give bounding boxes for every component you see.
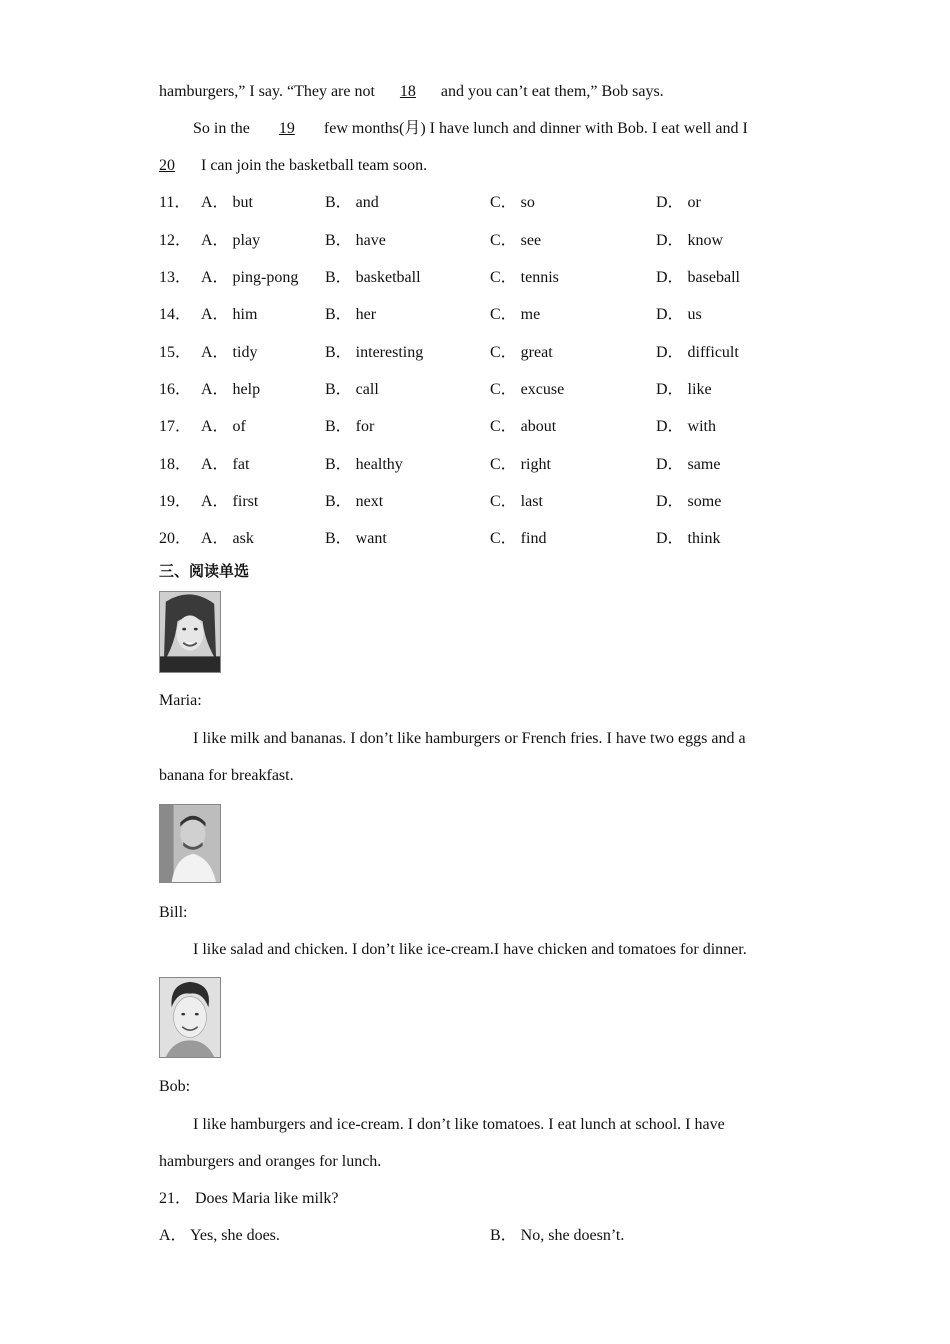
question-number: 19． (159, 493, 192, 510)
option-b[interactable]: B． interesting (325, 344, 424, 361)
option-b[interactable]: B． want (325, 530, 387, 547)
option-d[interactable]: D． same (656, 456, 721, 473)
passage-line-3 (159, 156, 427, 176)
person-name-bob: Bob: (159, 1078, 191, 1095)
option-a[interactable]: A． tidy (201, 344, 258, 361)
bob-text-line-2: hamburgers and oranges for lunch. (159, 1153, 382, 1170)
option-c[interactable]: C． find (490, 530, 547, 547)
option-b[interactable]: B． No, she doesn’t. (490, 1227, 625, 1244)
passage-text: few months(月) I have lunch and dinner with Bob. I eat well and I (323, 120, 748, 137)
option-d[interactable]: D． baseball (656, 269, 740, 286)
option-b[interactable]: B． next (325, 493, 384, 510)
question-row (159, 267, 859, 289)
option-c[interactable]: C． great (490, 344, 553, 361)
bill-photo (159, 804, 221, 883)
option-c[interactable]: C． right (490, 456, 551, 473)
person-name-maria: Maria: (159, 692, 202, 709)
option-b[interactable]: B． for (325, 418, 375, 435)
option-c[interactable]: C． so (490, 194, 535, 211)
blank-19: 19 (278, 120, 295, 137)
question-row (159, 342, 859, 364)
option-d[interactable]: D． difficult (656, 344, 739, 361)
passage-text: and you can’t eat them,” Bob says. (440, 83, 664, 100)
option-a[interactable]: A． Yes, she does. (159, 1227, 280, 1244)
question-row (159, 304, 859, 326)
question-row (159, 192, 859, 214)
option-d[interactable]: D． think (656, 530, 721, 547)
option-c[interactable]: C． tennis (490, 269, 559, 286)
option-d[interactable]: D． like (656, 381, 712, 398)
option-c[interactable]: C． see (490, 232, 542, 249)
passage-line-1 (159, 82, 664, 102)
question-number: 16． (159, 381, 192, 398)
person-name-bill: Bill: (159, 904, 188, 921)
question-21-options (159, 1225, 859, 1247)
question-number: 17． (159, 418, 192, 435)
option-b[interactable]: B． and (325, 194, 379, 211)
bob-text-line-1: I like hamburgers and ice-cream. I don’t like tomatoes. I eat lunch at school. I have (193, 1116, 725, 1133)
passage-text: hamburgers,” I say. “They are not (159, 83, 375, 100)
maria-text-line-1: I like milk and bananas. I don’t like hamburgers or French fries. I have two eggs and a (193, 730, 746, 747)
question-row (159, 416, 859, 438)
option-a[interactable]: A． help (201, 381, 261, 398)
question-row (159, 379, 859, 401)
question-number: 14． (159, 306, 192, 323)
bill-text-line-1: I like salad and chicken. I don’t like ice-cream.I have chicken and tomatoes for dinner. (193, 941, 747, 958)
bob-photo (159, 977, 221, 1058)
option-b[interactable]: B． healthy (325, 456, 403, 473)
question-number: 20． (159, 530, 192, 547)
option-a[interactable]: A． first (201, 493, 259, 510)
question-number: 18． (159, 456, 192, 473)
option-c[interactable]: C． last (490, 493, 543, 510)
maria-photo (159, 591, 221, 673)
option-a[interactable]: A． fat (201, 456, 250, 473)
question-row (159, 230, 859, 252)
question-number: 12． (159, 232, 192, 249)
option-a[interactable]: A． ask (201, 530, 254, 547)
option-d[interactable]: D． know (656, 232, 724, 249)
passage-line-2 (193, 119, 748, 139)
maria-text-line-2: banana for breakfast. (159, 767, 294, 784)
option-b[interactable]: B． call (325, 381, 379, 398)
option-b[interactable]: B． have (325, 232, 386, 249)
option-a[interactable]: A． but (201, 194, 254, 211)
question-row (159, 454, 859, 476)
blank-20: 20 (159, 157, 175, 174)
option-b[interactable]: B． basketball (325, 269, 421, 286)
question-row (159, 528, 859, 550)
question-21-stem: 21． Does Maria like milk? (159, 1190, 339, 1207)
question-row (159, 491, 859, 513)
option-c[interactable]: C． me (490, 306, 541, 323)
question-number: 15． (159, 344, 192, 361)
option-a[interactable]: A． play (201, 232, 261, 249)
question-number: 11． (159, 194, 191, 211)
option-c[interactable]: C． excuse (490, 381, 565, 398)
option-b[interactable]: B． her (325, 306, 377, 323)
option-d[interactable]: D． some (656, 493, 722, 510)
passage-text: So in the (193, 120, 250, 137)
question-number: 13． (159, 269, 192, 286)
option-a[interactable]: A． of (201, 418, 246, 435)
blank-18: 18 (399, 83, 416, 100)
option-c[interactable]: C． about (490, 418, 557, 435)
option-d[interactable]: D． or (656, 194, 701, 211)
option-a[interactable]: A． ping-pong (201, 269, 299, 286)
section-title: 三、阅读单选 (159, 562, 250, 580)
option-d[interactable]: D． with (656, 418, 717, 435)
option-d[interactable]: D． us (656, 306, 702, 323)
option-a[interactable]: A． him (201, 306, 258, 323)
passage-text: I can join the basketball team soon. (201, 157, 428, 174)
